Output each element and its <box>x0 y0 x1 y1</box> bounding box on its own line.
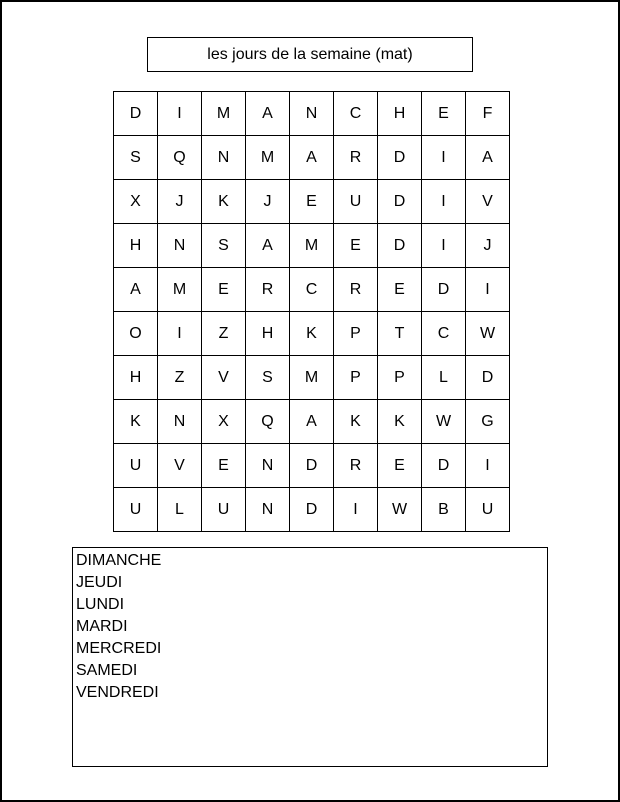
grid-cell: I <box>158 312 202 356</box>
grid-cell: P <box>334 312 378 356</box>
grid-row <box>114 180 510 224</box>
title-text: les jours de la semaine (mat) <box>207 45 413 63</box>
grid-cell: E <box>202 444 246 488</box>
grid-cell: A <box>466 136 510 180</box>
grid-cell: H <box>246 312 290 356</box>
grid-cell: A <box>246 92 290 136</box>
grid-cell: Z <box>202 312 246 356</box>
grid-cell: C <box>290 268 334 312</box>
grid-cell: I <box>334 488 378 532</box>
grid-cell: N <box>202 136 246 180</box>
grid-cell: W <box>378 488 422 532</box>
grid-cell: P <box>334 356 378 400</box>
grid-cell: A <box>290 136 334 180</box>
grid-cell: E <box>202 268 246 312</box>
grid-row <box>114 136 510 180</box>
grid-row <box>114 92 510 136</box>
grid-cell: I <box>466 444 510 488</box>
grid-cell: U <box>114 444 158 488</box>
grid-cell: E <box>334 224 378 268</box>
grid-cell: C <box>422 312 466 356</box>
grid-cell: K <box>334 400 378 444</box>
grid-cell: D <box>114 92 158 136</box>
grid-cell: X <box>114 180 158 224</box>
grid-cell: S <box>114 136 158 180</box>
grid-cell: D <box>378 180 422 224</box>
grid-cell: B <box>422 488 466 532</box>
grid-cell: S <box>202 224 246 268</box>
grid-cell: D <box>466 356 510 400</box>
grid-cell: N <box>246 488 290 532</box>
grid-cell: L <box>422 356 466 400</box>
grid-cell: E <box>290 180 334 224</box>
grid-cell: J <box>158 180 202 224</box>
grid-cell: U <box>114 488 158 532</box>
word-list-item: SAMEDI <box>76 662 138 679</box>
grid-cell: U <box>202 488 246 532</box>
grid-cell: M <box>202 92 246 136</box>
grid-cell: E <box>378 444 422 488</box>
grid-cell: R <box>334 268 378 312</box>
grid-cell: Q <box>158 136 202 180</box>
grid-cell: V <box>158 444 202 488</box>
grid-cell: D <box>422 444 466 488</box>
grid-cell: S <box>246 356 290 400</box>
grid-cell: K <box>378 400 422 444</box>
grid-cell: A <box>114 268 158 312</box>
grid-cell: I <box>422 180 466 224</box>
grid-cell: E <box>378 268 422 312</box>
grid-row <box>114 312 510 356</box>
grid-cell: M <box>290 356 334 400</box>
grid-cell: P <box>378 356 422 400</box>
grid-cell: I <box>422 224 466 268</box>
grid-cell: M <box>246 136 290 180</box>
grid-cell: D <box>378 136 422 180</box>
grid-row <box>114 356 510 400</box>
grid-cell: R <box>246 268 290 312</box>
grid-cell: Z <box>158 356 202 400</box>
grid-cell: V <box>202 356 246 400</box>
grid-cell: W <box>422 400 466 444</box>
grid-cell: H <box>378 92 422 136</box>
grid-cell: E <box>422 92 466 136</box>
grid-cell: D <box>422 268 466 312</box>
word-list <box>73 548 547 704</box>
grid-cell: W <box>466 312 510 356</box>
grid-row <box>114 400 510 444</box>
grid-cell: M <box>158 268 202 312</box>
grid-cell: Q <box>246 400 290 444</box>
grid-cell: G <box>466 400 510 444</box>
word-list-item: MARDI <box>76 618 128 635</box>
word-list-item: DIMANCHE <box>76 552 162 569</box>
grid-cell: R <box>334 444 378 488</box>
grid-cell: D <box>290 444 334 488</box>
grid-cell: U <box>334 180 378 224</box>
grid-row <box>114 444 510 488</box>
grid-cell: K <box>202 180 246 224</box>
grid-cell: L <box>158 488 202 532</box>
word-search-grid <box>113 91 510 532</box>
grid-cell: J <box>246 180 290 224</box>
worksheet-title <box>147 37 473 72</box>
grid-cell: H <box>114 224 158 268</box>
grid-cell: C <box>334 92 378 136</box>
grid-cell: I <box>158 92 202 136</box>
word-list-item: MERCREDI <box>76 640 162 657</box>
grid-cell: I <box>466 268 510 312</box>
grid-cell: I <box>422 136 466 180</box>
grid-cell: K <box>114 400 158 444</box>
grid-cell: O <box>114 312 158 356</box>
word-list-item: VENDREDI <box>76 684 159 701</box>
grid-cell: F <box>466 92 510 136</box>
grid-cell: N <box>158 224 202 268</box>
word-list-item: LUNDI <box>76 596 125 613</box>
grid-cell: N <box>158 400 202 444</box>
grid-cell: H <box>114 356 158 400</box>
word-list-box <box>72 547 548 767</box>
grid-cell: J <box>466 224 510 268</box>
grid-cell: X <box>202 400 246 444</box>
grid-cell: D <box>290 488 334 532</box>
grid-cell: U <box>466 488 510 532</box>
grid-cell: A <box>290 400 334 444</box>
grid-cell: K <box>290 312 334 356</box>
grid-cell: V <box>466 180 510 224</box>
word-list-item: JEUDI <box>76 574 123 591</box>
grid-cell: T <box>378 312 422 356</box>
grid-cell: R <box>334 136 378 180</box>
grid-row <box>114 224 510 268</box>
grid-cell: M <box>290 224 334 268</box>
grid-cell: A <box>246 224 290 268</box>
grid-cell: N <box>290 92 334 136</box>
grid-row <box>114 268 510 312</box>
grid-cell: N <box>246 444 290 488</box>
grid-row <box>114 488 510 532</box>
grid-cell: D <box>378 224 422 268</box>
